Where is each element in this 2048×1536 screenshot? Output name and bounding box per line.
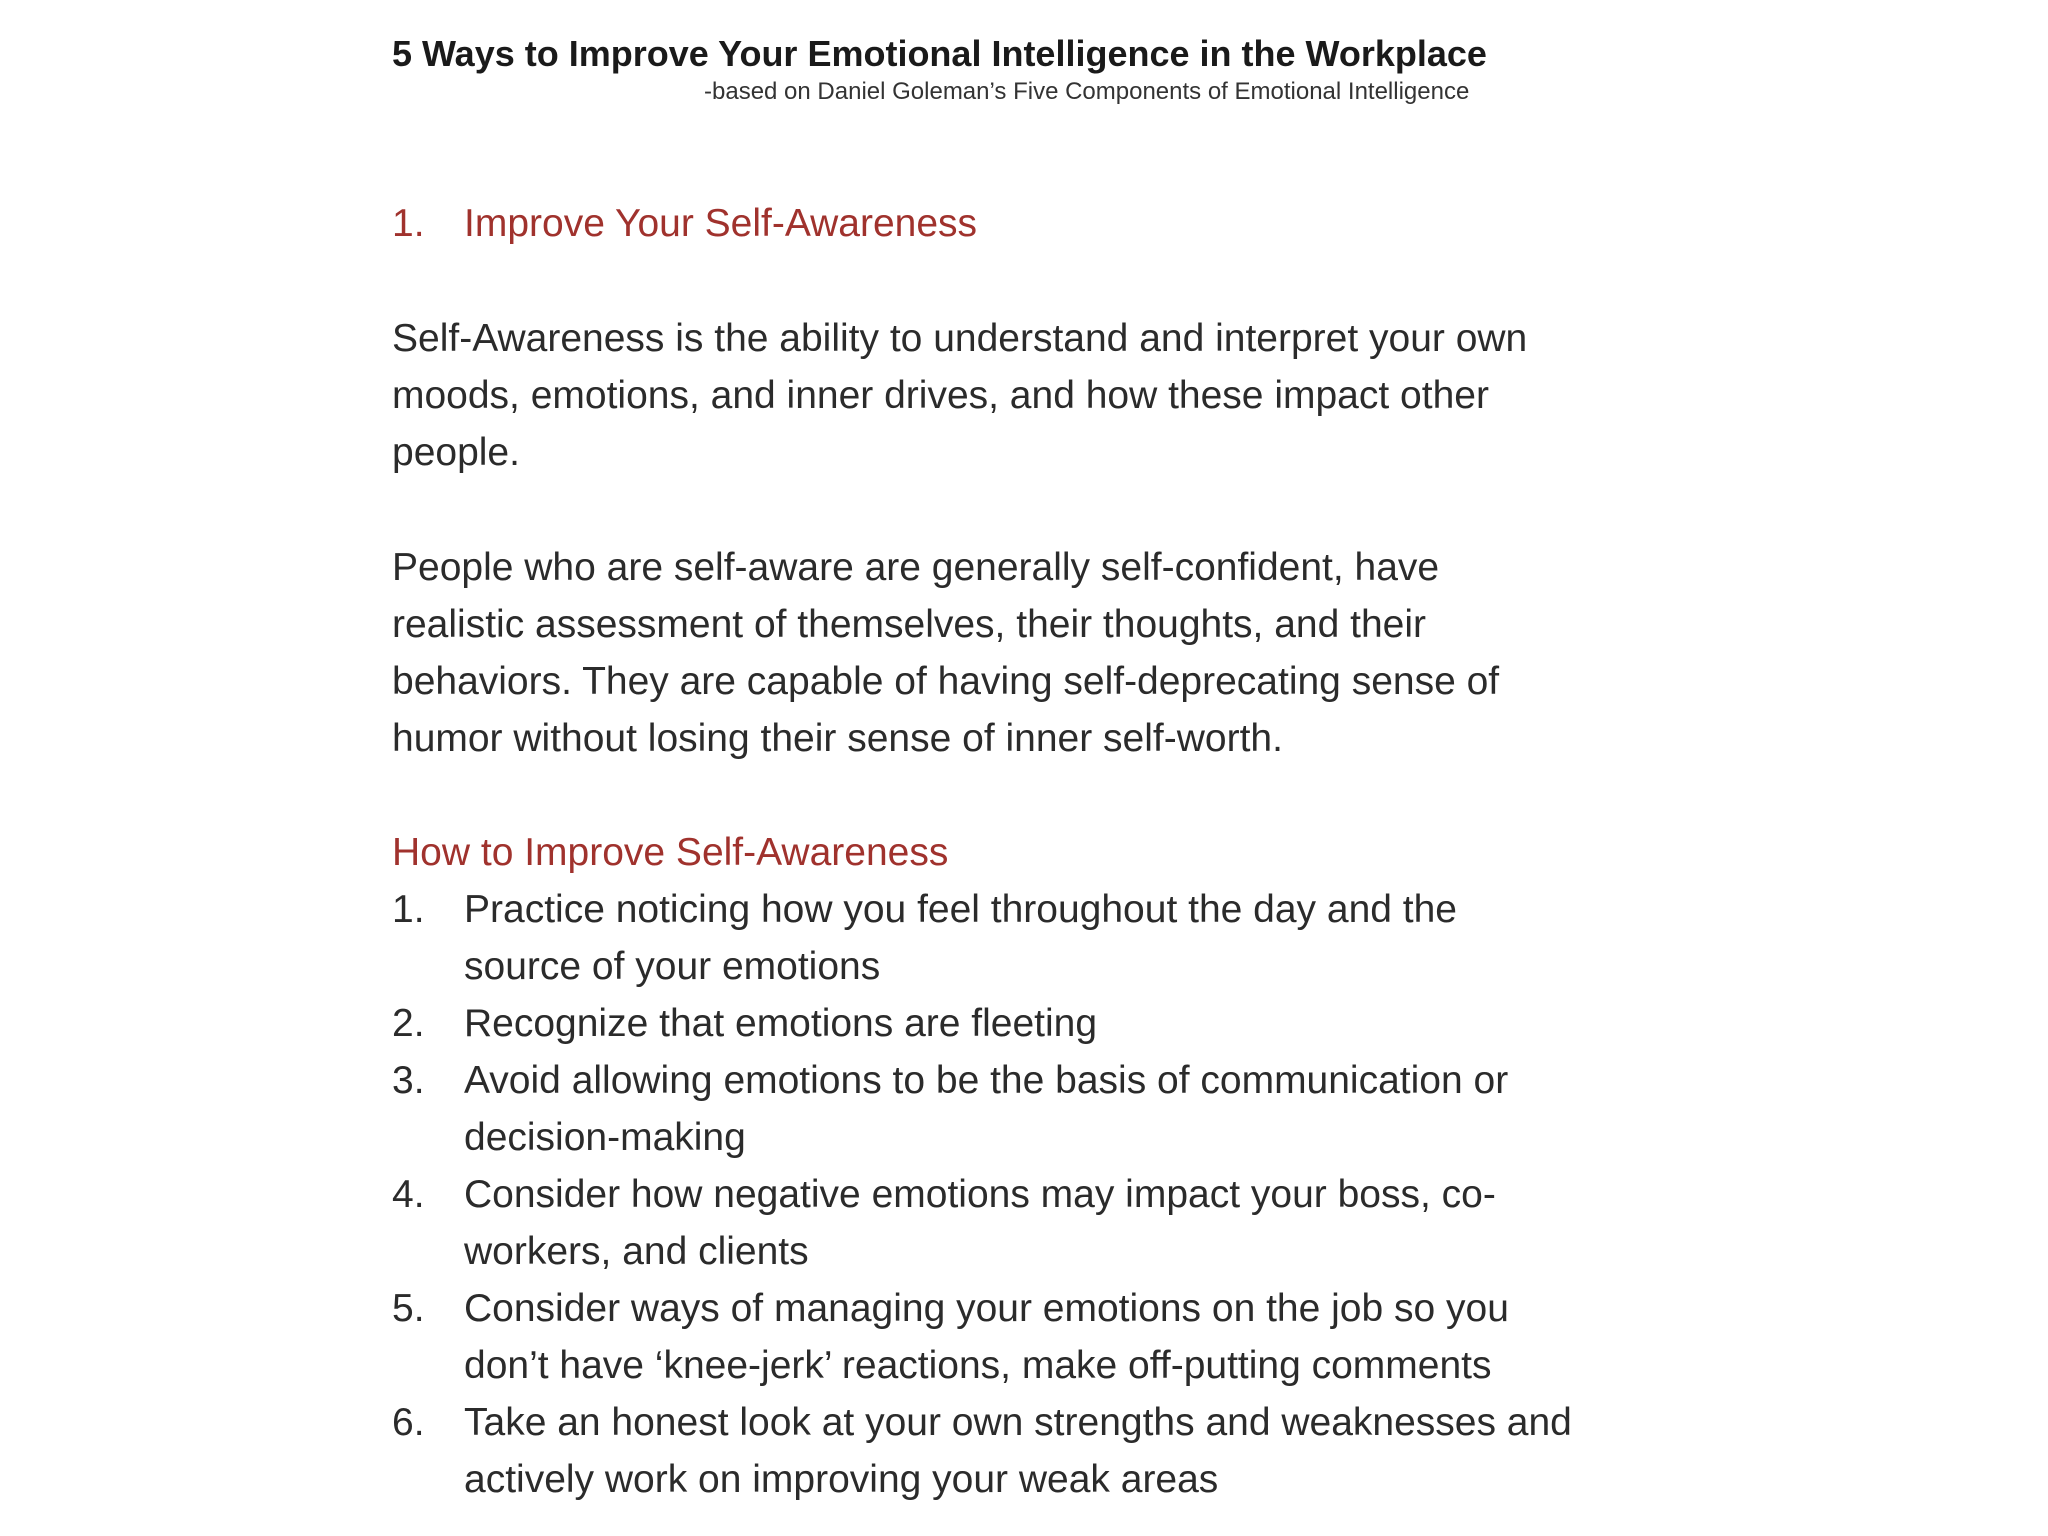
document-page xyxy=(392,28,1572,1501)
list-item xyxy=(392,995,1572,1052)
list-item-text: Practice noticing how you feel throughout the day and the source of your emotions xyxy=(464,888,1457,988)
paragraph-definition: Self-Awareness is the ability to understand and interpret your own moods, emotions, and inner drives, and how these impact other people. xyxy=(392,317,1528,474)
list-item xyxy=(392,1166,1572,1280)
list-item-number: 4. xyxy=(392,1173,425,1216)
steps-list xyxy=(392,881,1572,1508)
list-item xyxy=(392,881,1572,995)
list-item-text: Recognize that emotions are fleeting xyxy=(464,1002,1098,1045)
document-title: 5 Ways to Improve Your Emotional Intelligence in the Workplace xyxy=(392,33,1487,74)
list-item-text: Take an honest look at your own strengths and weaknesses and actively work on improving your weak areas xyxy=(464,1401,1572,1501)
section-number: 1. xyxy=(392,202,425,245)
list-item-text: Consider ways of managing your emotions on the job so you don’t have ‘knee-jerk’ reactions, make off-putting comments xyxy=(464,1287,1509,1387)
list-item xyxy=(392,1052,1572,1166)
document-subtitle: -based on Daniel Goleman’s Five Components of Emotional Intelligence xyxy=(704,78,1470,105)
list-item-number: 3. xyxy=(392,1059,425,1102)
list-item-number: 5. xyxy=(392,1287,425,1330)
list-item-number: 6. xyxy=(392,1401,425,1444)
section-title: Improve Your Self-Awareness xyxy=(464,202,978,245)
list-item-number: 2. xyxy=(392,1002,425,1045)
list-item-text: Consider how negative emotions may impact your boss, co-workers, and clients xyxy=(464,1173,1496,1273)
list-item xyxy=(392,1394,1572,1508)
list-item xyxy=(392,1280,1572,1394)
paragraph-description: People who are self-aware are generally self-confident, have realistic assessment of themselves, their thoughts, and their behaviors. They are capable of having self-deprecating sense of humor without losing their sense of inner self-worth. xyxy=(392,546,1500,760)
list-item-number: 1. xyxy=(392,888,425,931)
section-heading xyxy=(392,192,977,256)
list-item-text: Avoid allowing emotions to be the basis of communication or decision-making xyxy=(464,1059,1509,1159)
how-to-heading: How to Improve Self-Awareness xyxy=(392,831,949,874)
